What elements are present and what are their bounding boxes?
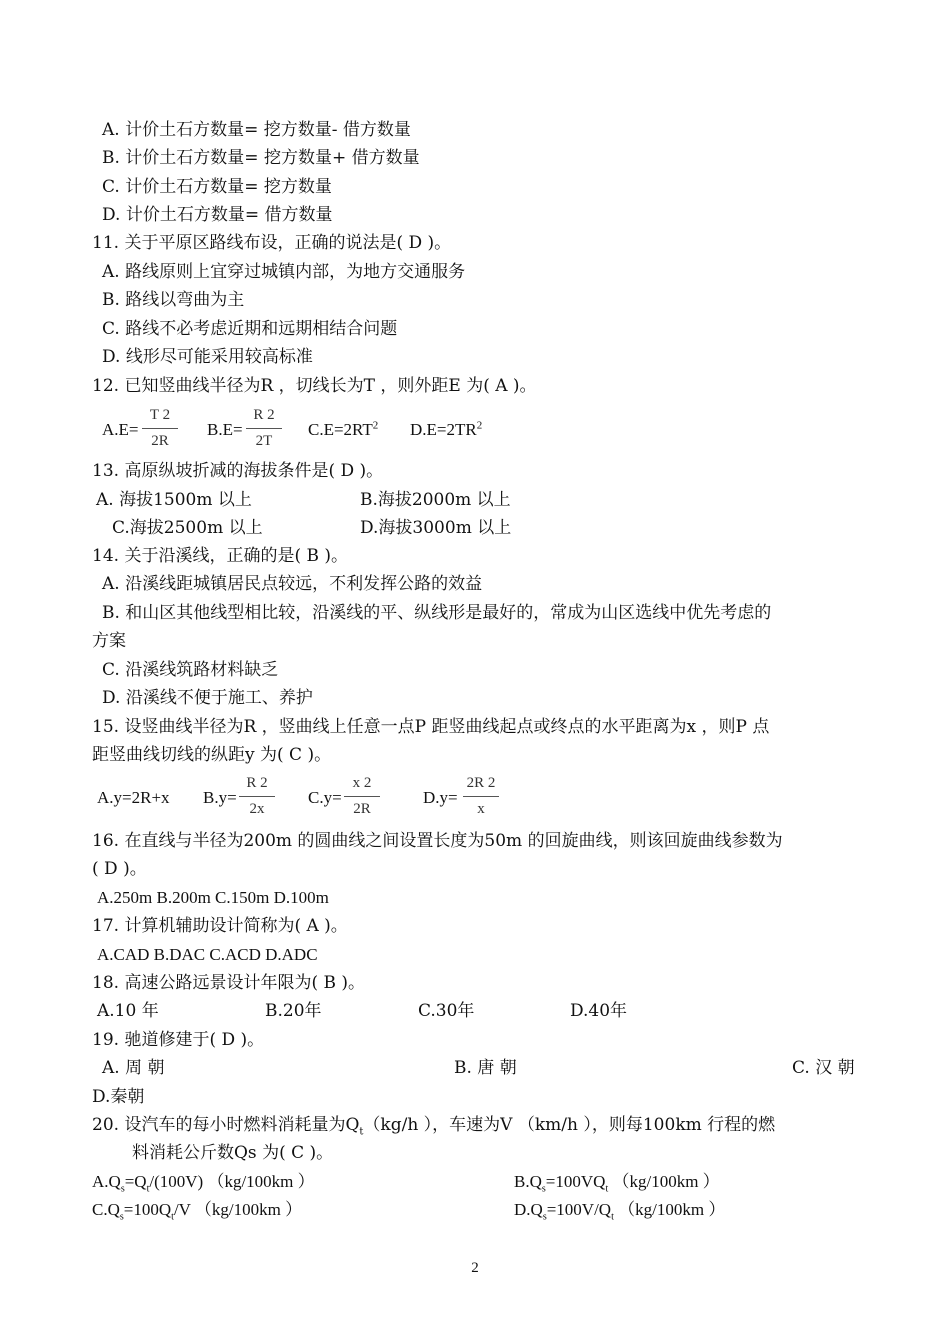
q20-option-a-text: A.Q: [92, 1172, 121, 1191]
q19-option-a: A. 周 朝: [102, 1058, 165, 1078]
q16-stem-line1: 16. 在直线与半径为200m 的圆曲线之间设置长度为50m 的回旋曲线，则该回旋曲线参数为: [92, 831, 783, 851]
q20-option-c-rest: /V （kg/100km ）: [173, 1200, 303, 1219]
q19-option-b: B. 唐 朝: [454, 1058, 517, 1078]
q10-option-c: C. 计价土石方数量= 挖方数量: [102, 177, 332, 197]
q14-option-d: D. 沿溪线不便于施工、养护: [102, 688, 313, 708]
q19-option-d: D.秦朝: [92, 1087, 145, 1107]
q20-option-b-rest: （kg/100km ）: [608, 1172, 720, 1191]
q14-stem: 14. 关于沿溪线，正确的是( B )。: [92, 546, 349, 566]
q14-option-b-line1: B. 和山区其他线型相比较，沿溪线的平、纵线形是最好的，常成为山区选线中优先考虑的: [102, 603, 772, 623]
q19-stem: 19. 驰道修建于( D )。: [92, 1030, 265, 1050]
q20-option-a: [92, 1171, 315, 1193]
q20-option-d-rest: （kg/100km ）: [613, 1200, 726, 1219]
q12-option-d-text: D.E=2TR: [410, 420, 477, 439]
q15-stem-line1: 15. 设竖曲线半径为R ，竖曲线上任意一点P 距竖曲线起点或终点的水平距离为x ，则P 点: [92, 717, 770, 737]
fraction-bar: [463, 796, 499, 797]
q13-option-c: C.海拔2500m 以上: [112, 518, 263, 538]
q20-option-a-mid: =Q: [124, 1172, 147, 1191]
q16-stem-line2: ( D )。: [92, 859, 147, 879]
fraction-bar: [246, 428, 282, 429]
fraction-bar: [239, 796, 275, 797]
q12-option-d: [410, 419, 482, 441]
q15-option-c-prefix: C.y=: [308, 788, 342, 807]
q17-stem: 17. 计算机辅助设计简称为( A )。: [92, 916, 348, 936]
q14-option-b-line2: 方案: [92, 631, 126, 651]
q13-option-d: D.海拔3000m 以上: [360, 518, 512, 538]
q20-option-c-subscript: s: [119, 1211, 124, 1223]
q20-option-d-mid: =100V/Q: [546, 1200, 612, 1219]
q20-stem-line1: [92, 1114, 775, 1136]
q15-option-b-numerator: R 2: [246, 775, 268, 791]
q18-option-d: D.40年: [570, 1001, 628, 1021]
q20-option-b-subscript: s: [541, 1183, 546, 1195]
q12-option-a-denominator: 2R: [151, 433, 169, 449]
q19-option-c: C. 汉 朝: [792, 1058, 855, 1078]
q15-option-c-denominator: 2R: [353, 801, 371, 817]
q20-option-a-rest: /(100V) （kg/100km ）: [149, 1172, 315, 1191]
q15-option-d-numerator: 2R 2: [466, 775, 496, 791]
q11-option-a: A. 路线原则上宜穿过城镇内部，为地方交通服务: [102, 262, 466, 282]
q11-option-d: D. 线形尽可能采用较高标准: [102, 347, 313, 367]
q18-option-b: B.20年: [265, 1001, 322, 1021]
q20-option-d-text: D.Q: [514, 1200, 543, 1219]
q12-option-c: [308, 419, 378, 441]
q15-option-a: A.y=2R+x: [97, 788, 170, 807]
fraction-bar: [142, 428, 178, 429]
q15-option-b-prefix: B.y=: [203, 788, 237, 807]
q15-option-b-denominator: 2x: [249, 801, 265, 817]
q20-option-a-subscript: s: [120, 1183, 125, 1195]
q20-option-c-subscript-t: t: [171, 1211, 174, 1223]
q20-option-a-subscript-t: t: [146, 1183, 150, 1195]
q20-stem-text-rest: （kg/h ），车速为V （km/h ），则每100km 行程的燃: [363, 1115, 776, 1135]
q20-option-b: [514, 1171, 720, 1193]
q10-option-d: D. 计价土石方数量= 借方数量: [102, 205, 333, 225]
q12-option-c-text: C.E=2RT: [308, 420, 373, 439]
q12-option-b-denominator: 2T: [255, 433, 273, 449]
q14-option-c: C. 沿溪线筑路材料缺乏: [102, 660, 279, 680]
q20-option-c-text: C.Q: [92, 1200, 120, 1219]
q20-option-d: [514, 1199, 725, 1221]
q12-option-d-exponent: 2: [476, 419, 483, 432]
q13-stem: 13. 高原纵坡折减的海拔条件是( D )。: [92, 461, 384, 481]
q15-option-c-numerator: x 2: [352, 775, 372, 791]
q16-options: A.250m B.200m C.150m D.100m: [97, 888, 329, 907]
q20-option-c-mid: =100Q: [123, 1200, 172, 1219]
q20-stem-line2: 料消耗公斤数Qs 为( C )。: [132, 1143, 334, 1163]
q12-option-c-exponent: 2: [372, 419, 379, 432]
q20-option-c: [92, 1199, 302, 1221]
q20-stem-subscript: t: [359, 1126, 364, 1138]
fraction-bar: [344, 796, 380, 797]
q20-option-d-subscript: s: [542, 1211, 547, 1223]
q13-option-b: B.海拔2000m 以上: [360, 490, 511, 510]
q15-stem-line2: 距竖曲线切线的纵距y 为( C )。: [92, 745, 332, 765]
q11-stem: 11. 关于平原区路线布设，正确的说法是( D )。: [92, 233, 452, 253]
q14-option-a: A. 沿溪线距城镇居民点较远，不利发挥公路的效益: [102, 574, 483, 594]
q12-option-a-prefix: A.E=: [102, 420, 139, 439]
q15-option-d-prefix: D.y=: [423, 788, 458, 807]
q11-option-b: B. 路线以弯曲为主: [102, 290, 245, 310]
q11-option-c: C. 路线不必考虑近期和远期相结合问题: [102, 319, 398, 339]
q20-stem-text: 20. 设汽车的每小时燃料消耗量为Q: [92, 1115, 360, 1135]
q17-options: A.CAD B.DAC C.ACD D.ADC: [97, 945, 318, 964]
q18-option-c: C.30年: [418, 1001, 475, 1021]
q15-option-d-denominator: x: [477, 801, 485, 817]
q18-option-a: A.10 年: [97, 1001, 159, 1021]
q18-stem: 18. 高速公路远景设计年限为( B )。: [92, 973, 366, 993]
q10-option-b: B. 计价土石方数量= 挖方数量+ 借方数量: [102, 148, 420, 168]
q12-option-b-prefix: B.E=: [207, 420, 243, 439]
q20-option-b-mid: =100VQ: [545, 1172, 606, 1191]
q12-option-b-numerator: R 2: [253, 407, 275, 423]
q20-option-b-text: B.Q: [514, 1172, 542, 1191]
q12-option-a-numerator: T 2: [149, 407, 171, 423]
page-number: 2: [471, 1260, 479, 1276]
q10-option-a: A. 计价土石方数量= 挖方数量- 借方数量: [102, 120, 411, 140]
q13-option-a: A. 海拔1500m 以上: [96, 490, 252, 510]
q20-option-d-subscript-t: t: [611, 1211, 614, 1223]
q20-option-b-subscript-t: t: [605, 1183, 609, 1195]
q12-stem: 12. 已知竖曲线半径为R ，切线长为T ，则外距E 为( A )。: [92, 376, 537, 396]
